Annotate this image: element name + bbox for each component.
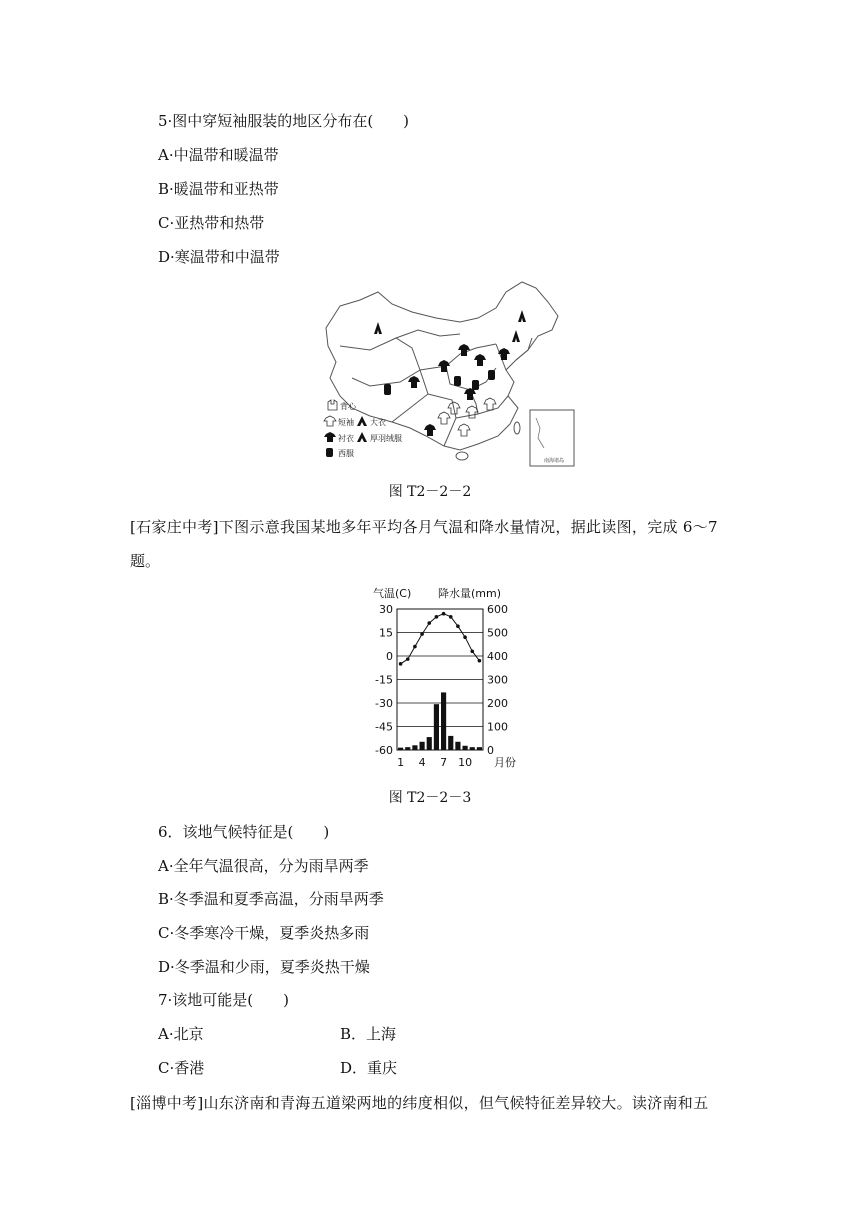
map-legend bbox=[324, 400, 402, 458]
precipitation-tick-label: 300 bbox=[487, 673, 508, 687]
precipitation-bar bbox=[427, 737, 432, 750]
question-5-option-a: A·中温带和暖温带 bbox=[158, 146, 279, 164]
temperature-point bbox=[449, 615, 453, 619]
question-5-stem: 5·图中穿短袖服装的地区分布在( ) bbox=[158, 112, 410, 130]
intro-next-line1: [淄博中考]山东济南和青海五道梁两地的纬度相似，但气候特征差异较大。读济南和五 bbox=[130, 1094, 709, 1112]
precipitation-bar bbox=[463, 746, 468, 750]
map-caption: 图 T2－2－2 bbox=[388, 484, 472, 500]
month-tick-label: 1 bbox=[397, 756, 405, 769]
question-7-option-d: D．重庆 bbox=[340, 1059, 398, 1077]
temperature-point bbox=[470, 650, 474, 654]
climate-chart bbox=[355, 580, 525, 772]
question-7-option-c: C·香港 bbox=[158, 1059, 205, 1077]
temperature-point bbox=[413, 645, 417, 649]
question-7-stem: 7·该地可能是( ) bbox=[158, 991, 290, 1009]
temperature-point bbox=[463, 635, 467, 639]
temperature-point bbox=[406, 657, 410, 661]
suit-icon bbox=[472, 380, 479, 390]
suit-icon bbox=[454, 376, 461, 386]
legend-down-jacket: 厚羽绒服 bbox=[370, 434, 402, 443]
precipitation-bar bbox=[455, 742, 460, 750]
intro-6-7-line1: [石家庄中考]下图示意我国某地多年平均各月气温和降水量情况，据此读图，完成 6～7 bbox=[130, 518, 718, 536]
temperature-point bbox=[420, 632, 424, 636]
short-sleeve-icon bbox=[458, 424, 470, 436]
precipitation-bar bbox=[420, 742, 425, 750]
temperature-point bbox=[435, 615, 439, 619]
coat-icon bbox=[518, 310, 526, 322]
left-axis-title: 气温(C) bbox=[373, 587, 412, 600]
legend-short-sleeve: 短袖 bbox=[338, 418, 354, 427]
shirt-icon bbox=[498, 348, 510, 360]
precipitation-tick-label: 200 bbox=[487, 697, 508, 710]
temperature-point bbox=[478, 659, 482, 663]
down-jacket-icon bbox=[357, 432, 367, 442]
question-7-option-b: B．上海 bbox=[340, 1025, 397, 1043]
precipitation-bar bbox=[448, 736, 453, 750]
question-6-stem: 6．该地气候特征是( ) bbox=[158, 823, 330, 841]
question-7-option-a: A·北京 bbox=[158, 1025, 204, 1043]
shirt-icon bbox=[438, 360, 450, 372]
coat-icon bbox=[512, 330, 520, 342]
question-5-option-d: D·寒温带和中温带 bbox=[158, 248, 280, 266]
temperature-tick-label: -60 bbox=[375, 744, 393, 757]
precipitation-tick-label: 0 bbox=[487, 744, 494, 757]
suit-icon bbox=[488, 370, 495, 380]
precipitation-bar bbox=[441, 692, 446, 750]
right-axis-title: 降水量(mm) bbox=[438, 587, 502, 600]
vest-icon bbox=[328, 400, 337, 410]
temperature-point bbox=[456, 624, 460, 628]
precipitation-tick-label: 600 bbox=[487, 603, 508, 616]
precipitation-tick-label: 500 bbox=[487, 626, 508, 640]
short-sleeve-icon bbox=[484, 398, 496, 410]
inset-label: 南海诸岛 bbox=[543, 458, 565, 464]
suit-icon bbox=[384, 384, 391, 395]
temperature-point bbox=[427, 621, 431, 625]
question-5-option-b: B·暖温带和亚热带 bbox=[158, 180, 279, 198]
shirt-icon bbox=[324, 432, 336, 442]
question-6-option-d: D·冬季温和少雨，夏季炎热干燥 bbox=[158, 958, 370, 976]
precipitation-bar bbox=[412, 745, 417, 750]
question-6-option-b: B·冬季温和夏季高温，分雨旱两季 bbox=[158, 890, 384, 908]
temperature-point bbox=[399, 662, 403, 666]
temperature-tick-label: 0 bbox=[386, 650, 393, 663]
coat-icon bbox=[357, 416, 367, 426]
suit-icon bbox=[326, 448, 333, 457]
shirt-icon bbox=[474, 354, 486, 366]
short-sleeve-icon bbox=[438, 412, 450, 424]
shirt-icon bbox=[424, 424, 436, 436]
china-clothing-map bbox=[300, 278, 590, 470]
x-axis-label: 月份 bbox=[494, 756, 516, 769]
intro-6-7-line2: 题。 bbox=[130, 552, 161, 570]
temperature-tick-label: 30 bbox=[379, 603, 393, 616]
legend-coat: 大衣 bbox=[370, 418, 386, 427]
month-tick-label: 7 bbox=[440, 756, 448, 769]
temperature-tick-label: -45 bbox=[375, 720, 393, 734]
month-tick-label: 10 bbox=[458, 756, 473, 769]
question-6-option-c: C·冬季寒冷干燥，夏季炎热多雨 bbox=[158, 924, 370, 942]
chart-caption: 图 T2－2－3 bbox=[388, 790, 472, 806]
coat-icon bbox=[374, 322, 382, 334]
temperature-point bbox=[442, 612, 446, 616]
question-5-option-c: C·亚热带和热带 bbox=[158, 214, 265, 232]
question-6-option-a: A·全年气温很高，分为雨旱两季 bbox=[158, 857, 369, 875]
legend-vest: 背心 bbox=[340, 402, 356, 411]
short-sleeve-icon bbox=[324, 416, 336, 426]
temperature-tick-label: 15 bbox=[379, 626, 393, 640]
precipitation-tick-label: 100 bbox=[487, 720, 508, 734]
temperature-tick-label: -15 bbox=[375, 673, 393, 687]
precipitation-bar bbox=[434, 704, 439, 750]
month-tick-label: 4 bbox=[418, 756, 426, 769]
legend-suit: 西服 bbox=[338, 449, 354, 458]
precipitation-tick-label: 400 bbox=[487, 650, 508, 663]
legend-shirt: 衬衣 bbox=[338, 434, 354, 443]
temperature-tick-label: -30 bbox=[375, 697, 393, 710]
shirt-icon bbox=[408, 376, 420, 388]
